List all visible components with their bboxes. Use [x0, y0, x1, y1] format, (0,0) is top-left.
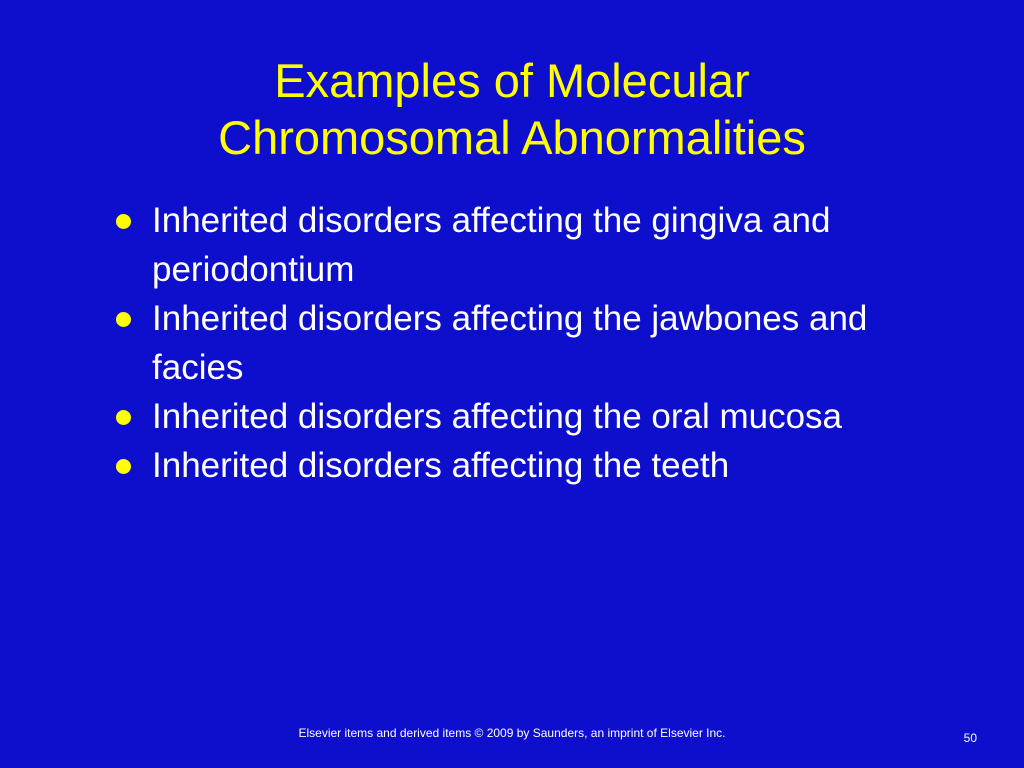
bullet-item: [112, 196, 912, 294]
page-number: 50: [963, 731, 977, 745]
slide-title-line-1: Examples of Molecular: [274, 54, 750, 107]
bullet-text: Inherited disorders affecting the jawbones and facies: [152, 299, 868, 387]
copyright-footer: Elsevier items and derived items © 2009 by Saunders, an imprint of Elsevier Inc.: [298, 726, 726, 740]
bullet-item: [112, 294, 912, 392]
bullet-text: Inherited disorders affecting the gingiva and periodontium: [152, 201, 831, 289]
bullet-dot-icon: [116, 410, 131, 425]
bullet-item: [112, 441, 912, 490]
bullet-text: Inherited disorders affecting the oral mucosa: [152, 397, 843, 436]
bullet-dot-icon: [116, 214, 131, 229]
bullet-item: [112, 392, 912, 441]
slide-title-line-2: Chromosomal Abnormalities: [218, 111, 806, 164]
bullet-dot-icon: [116, 312, 131, 327]
bullet-list: [112, 196, 912, 490]
bullet-dot-icon: [116, 459, 131, 474]
slide-title: [0, 52, 1024, 166]
bullet-text: Inherited disorders affecting the teeth: [152, 446, 730, 485]
